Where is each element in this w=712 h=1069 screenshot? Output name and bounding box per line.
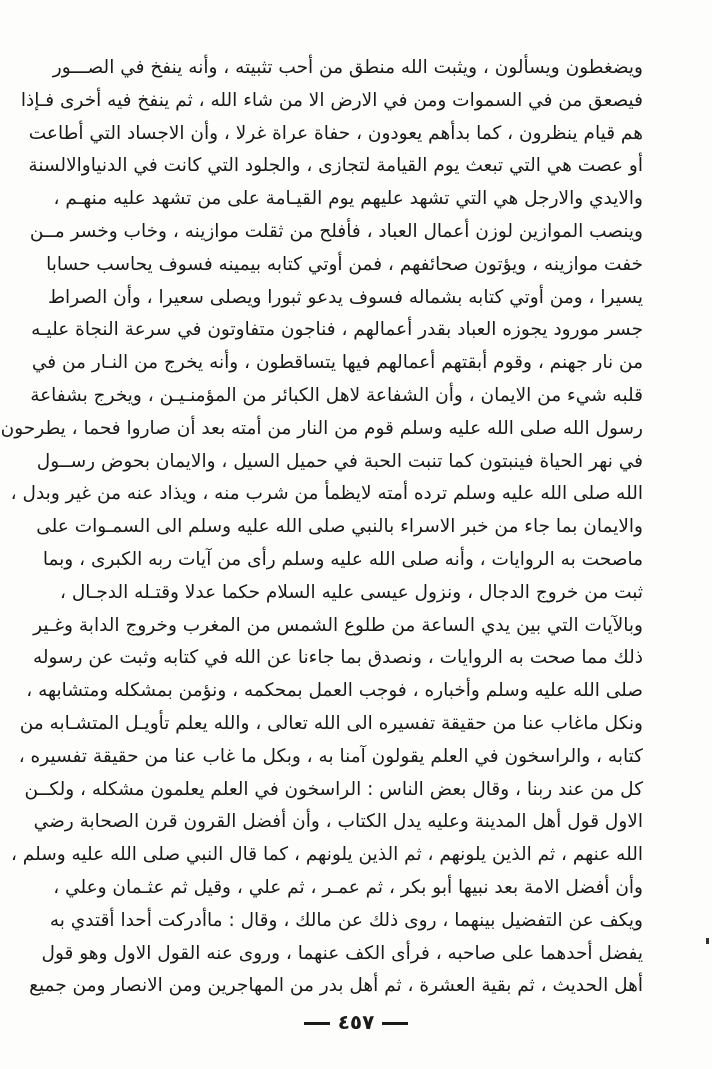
- text-line: ونكل ماغاب عنا من حقيقة تفسيره الى الله تعالى ، والله يعلم تأويـل المتشـابه من: [19, 712, 643, 734]
- text-line: خفت موازينه ، ويؤتون صحائفهم ، فمن أوتي كتابه بيمينه فسوف يحاسب حسابا: [46, 253, 643, 275]
- text-line: والايمان بما جاء من خبر الاسراء بالنبي صلى الله عليه وسلم الى السمـوات على: [36, 516, 643, 538]
- text-line: الاول قول أهل المدينة وعليه يدل الكتاب ، وأن أفضل القرون قرن الصحابة رضي: [33, 811, 643, 833]
- margin-mark: [706, 938, 709, 944]
- dash-decoration: [382, 1022, 408, 1025]
- text-line: قلبه شيء من الايمان ، وأن الشفاعة لاهل الكبائر من المؤمنـيـن ، ويخرج بشفاعة: [30, 384, 643, 406]
- text-line: فيصعق من في السموات ومن في الارض الا من شاء الله ، ثم ينفخ فيه أخرى فـإذا: [20, 89, 643, 111]
- text-line: رسول الله صلى الله عليه وسلم قوم من النار من أمته بعد أن صاروا فحما ، يطرحون: [0, 417, 643, 439]
- page-number-footer: [0, 1010, 712, 1034]
- text-line: أهل الحديث ، ثم بقية العشرة ، ثم أهل بدر من المهاجرين ومن الانصار ومن جميع: [29, 975, 643, 997]
- text-line: كتابه ، والراسخون في العلم يقولون آمنا به ، وبكل ما غاب عنا من حقيقة تفسيره ،: [18, 745, 643, 767]
- text-line: ويكف عن التفضيل بينهما ، روى ذلك عن مالك ، وقال : ماأدركت أحدا أقتدي به: [49, 909, 643, 931]
- text-line: ذلك مما صحت به الروايات ، ونصدق بما جاءنا عن الله في كتابه وثبت عن رسوله: [32, 647, 643, 669]
- body-text: [0, 52, 643, 1003]
- text-line: وبالآيات التي بين يدي الساعة من طلوع الشمس من المغرب وخروج الدابة وغـير: [33, 614, 643, 636]
- text-line: في نهر الحياة فينبتون كما تنبت الحبة في حميل السيل ، والايمان بحوض رســول: [36, 450, 643, 472]
- dash-decoration: [304, 1022, 330, 1025]
- text-line: ثبت من خروج الدجال ، ونزول عيسى عليه السلام حكما عدلا وقتـله الدجـال ،: [60, 581, 643, 603]
- text-line: يفضل أحدهما على صاحبه ، فرأى الكف عنهما ، وروى عنه القول الاول وهو قول: [41, 942, 643, 964]
- text-line: وينصب الموازين لوزن أعمال العباد ، فأفلح من ثقلت موازينه ، وخاب وخسر مــن: [29, 220, 643, 242]
- text-line: وأن أفضل الامة بعد نبيها أبو بكر ، ثم عمـر ، ثم علي ، وقيل ثم عثـمان وعلي ،: [53, 876, 643, 898]
- text-line: هم قيام ينظرون ، كما بدأهم يعودون ، حفاة عراة غرلا ، وأن الاجساد التي أطاعت: [28, 122, 643, 144]
- text-line: أو عصت هي التي تبعث يوم القيامة لتجازى ، والجلود التي كانت في الدنياوالالسنة: [28, 155, 643, 177]
- text-line: الله عنهم ، ثم الذين يلونهم ، ثم الذين يلونهم ، كما قال النبي صلى الله عليه وسلم ،: [10, 844, 643, 866]
- text-line: كل من عند ربنا ، وقال بعض الناس : الراسخون في العلم يعلمون مشكله ، ولكــن: [24, 778, 643, 800]
- text-line: جسر مورود يجوزه العباد بقدر أعمالهم ، فناجون متفاوتون في سرعة النجاة عليـه: [31, 319, 643, 341]
- text-line: والايدي والارجل هي التي تشهد عليهم يوم القيـامة على من تشهد عليه منهـم ،: [53, 188, 643, 210]
- text-line: يسيرا ، ومن أوتي كتابه بشماله فسوف يدعو ثبورا ويصلى سعيرا ، وأن الصراط: [47, 286, 643, 308]
- text-line: ويضغطون ويسألون ، ويثبت الله منطق من أحب تثبيته ، وأنه ينفخ في الصـــور: [52, 57, 643, 78]
- text-line: من نار جهنم ، وقوم أبقتهم أعمالهم فيها يتساقطون ، وأنه يخرج من النـار من في: [31, 352, 643, 374]
- text-line: الله صلى الله عليه وسلم ترده أمته لايظمأ من شرب منه ، ويذاد عنه من غير وبدل ،: [10, 483, 643, 505]
- page-number: ٤٥٧: [337, 1010, 375, 1034]
- text-line: ماصحت به الروايات ، وأنه صلى الله عليه وسلم رأى من آيات ربه الكبرى ، وبما: [42, 548, 643, 570]
- text-line: صلى الله عليه وسلم وأخباره ، فوجب العمل بمحكمه ، ونؤمن بمشكله ومتشابهه ،: [26, 680, 643, 702]
